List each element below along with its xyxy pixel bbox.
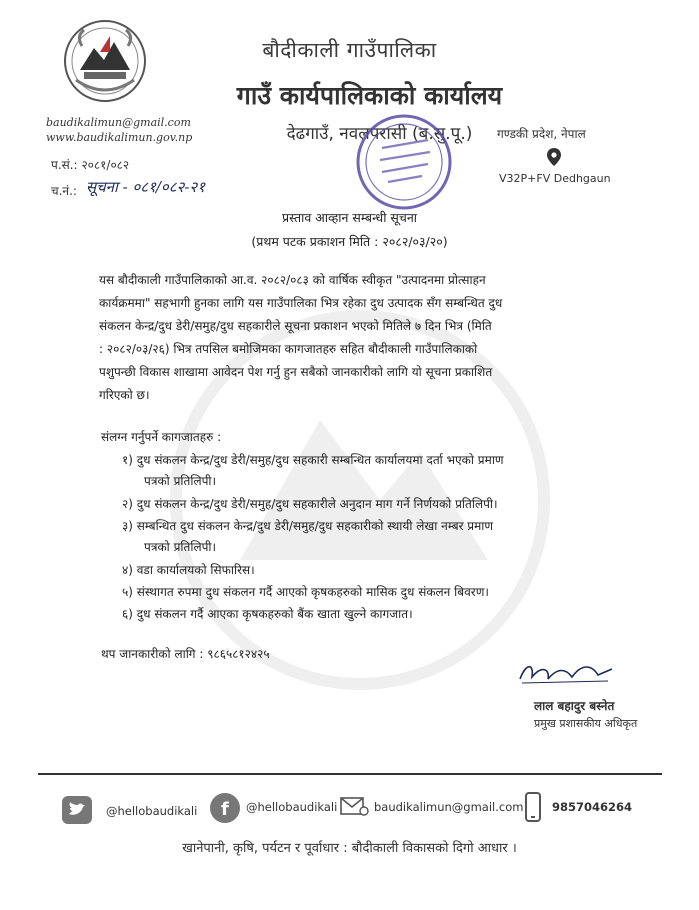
patra-sankhya xyxy=(51,156,129,173)
twitter-handle[interactable]: @hellobaudikali xyxy=(106,804,198,818)
signer-title: प्रमुख प्रशासकीय अधिकृत xyxy=(534,717,638,730)
item-text: वडा कार्यालयको सिफारिस। xyxy=(136,563,255,577)
facebook-handle[interactable]: @hellobaudikali xyxy=(246,800,338,814)
item-text: दुध संकलन केन्द्र/दुध डेरी/समुह/दुध सहकारीले अनुदान माग गर्ने निर्णयको प्रतिलिपी। xyxy=(136,497,498,511)
item-number: ४) xyxy=(122,563,133,577)
publish-date: (प्रथम पटक प्रकाशन मिति : २०८२/०३/२०) xyxy=(251,234,448,249)
chalani-label: च.नं.: xyxy=(51,184,77,198)
chalani-handwritten: सूचना - ०८१/०८२-२१ xyxy=(86,178,206,196)
paragraph-line: पशुपन्छी विकास शाखामा आवेदन पेश गर्नु हुन सबैको जानकारीको लागि यो सूचना प्रकाशित xyxy=(99,365,493,379)
svg-text:f: f xyxy=(221,799,229,820)
plus-code: V32P+FV Dedhgaun xyxy=(499,172,611,185)
office-address: देढगाउँ, नवलपरासी (ब.सु.पू.) xyxy=(286,124,473,144)
item-text: पत्रको प्रतिलिपी। xyxy=(144,474,217,488)
item-number: ६) xyxy=(122,607,133,621)
location-pin-icon xyxy=(547,148,561,166)
item-text: सम्बन्धित दुध संकलन केन्द्र/दुध डेरी/समुह/दुध सहकारीको स्थायी लेखा नम्बर प्रमाण xyxy=(136,519,494,533)
list-item xyxy=(122,494,612,515)
item-text: पत्रको प्रतिलिपी। xyxy=(144,540,217,554)
list-item xyxy=(122,582,612,603)
notice-paragraph xyxy=(99,269,609,407)
item-number: १) xyxy=(122,453,133,467)
paragraph-line: यस बौदीकाली गाउँपालिकाको आ.व. २०८२/०८३ को वार्षिक स्वीकृत "उत्पादनमा प्रोत्साहन xyxy=(99,273,486,287)
footer-phone[interactable]: 9857046264 xyxy=(552,800,633,814)
item-number: ५) xyxy=(122,585,133,599)
province-text: गण्डकी प्रदेश, नेपाल xyxy=(497,127,586,141)
facebook-icon[interactable] xyxy=(210,793,240,823)
ps-value: २०८१/०८२ xyxy=(81,158,130,172)
contact-info: थप जानकारीको लागि : ९८६५८१२४२५ xyxy=(101,647,270,661)
documents-list-title: संलग्न गर्नुपर्ने कागजातहरु : xyxy=(101,430,222,444)
item-text: दुध संकलन गर्दै आएका कृषकहरुको बैंक खाता खुल्ने कागजात। xyxy=(136,607,413,621)
twitter-icon[interactable] xyxy=(62,796,92,824)
list-item xyxy=(122,604,612,625)
signer-name: लाल बहादुर बस्नेत xyxy=(534,699,615,713)
municipality-name: बौदीकाली गाउँपालिका xyxy=(262,38,437,62)
item-text: दुध संकलन केन्द्र/दुध डेरी/समुह/दुध सहकारी सम्बन्धित कार्यालयमा दर्ता भएको प्रमाण xyxy=(136,453,504,467)
ps-label: प.सं.: xyxy=(51,158,78,172)
item-number: २) xyxy=(122,497,133,511)
email-icon xyxy=(340,794,370,818)
item-number: ३) xyxy=(122,519,133,533)
item-text: संस्थागत रुपमा दुध संकलन गर्दै आएको कृषकहरुको मासिक दुध संकलन बिवरण। xyxy=(136,585,489,599)
office-stamp xyxy=(352,110,456,214)
footer-divider xyxy=(38,773,662,775)
list-item xyxy=(122,516,612,558)
paragraph-line: गरिएको छ। xyxy=(99,388,150,402)
signature xyxy=(512,655,622,689)
header-email[interactable]: baudikalimun@gmail.com xyxy=(46,116,191,129)
footer-email[interactable]: baudikalimun@gmail.com xyxy=(374,800,524,814)
footer-slogan: खानेपानी, कृषि, पर्यटन र पूर्वाधार : बौदीकाली विकासको दिगो आधार । xyxy=(182,841,517,856)
notice-subject: प्रस्ताव आव्हान सम्बन्धी सूचना xyxy=(281,210,417,225)
paragraph-line: : २०८२/०३/२६) भित्र तपसिल बमोजिमका कागजातहरु सहित बौदीकाली गाउँपालिकाको xyxy=(99,342,478,356)
list-item xyxy=(122,450,612,492)
paragraph-line: संकलन केन्द्र/दुध डेरी/समुह/दुध सहकारीले सूचना प्रकाशन भएको मितिले ७ दिन भित्र (मिति xyxy=(99,319,492,333)
header-website[interactable]: www.baudikalimun.gov.np xyxy=(46,131,193,144)
paragraph-line: कार्यक्रममा" सहभागी हुनका लागि यस गाउँपालिका भित्र रहेका दुध उत्पादक सँग सम्बन्धित दुध xyxy=(99,296,503,310)
phone-icon xyxy=(524,792,542,822)
office-name: गाउँ कार्यपालिकाको कार्यालय xyxy=(236,81,503,110)
list-item xyxy=(122,560,612,581)
